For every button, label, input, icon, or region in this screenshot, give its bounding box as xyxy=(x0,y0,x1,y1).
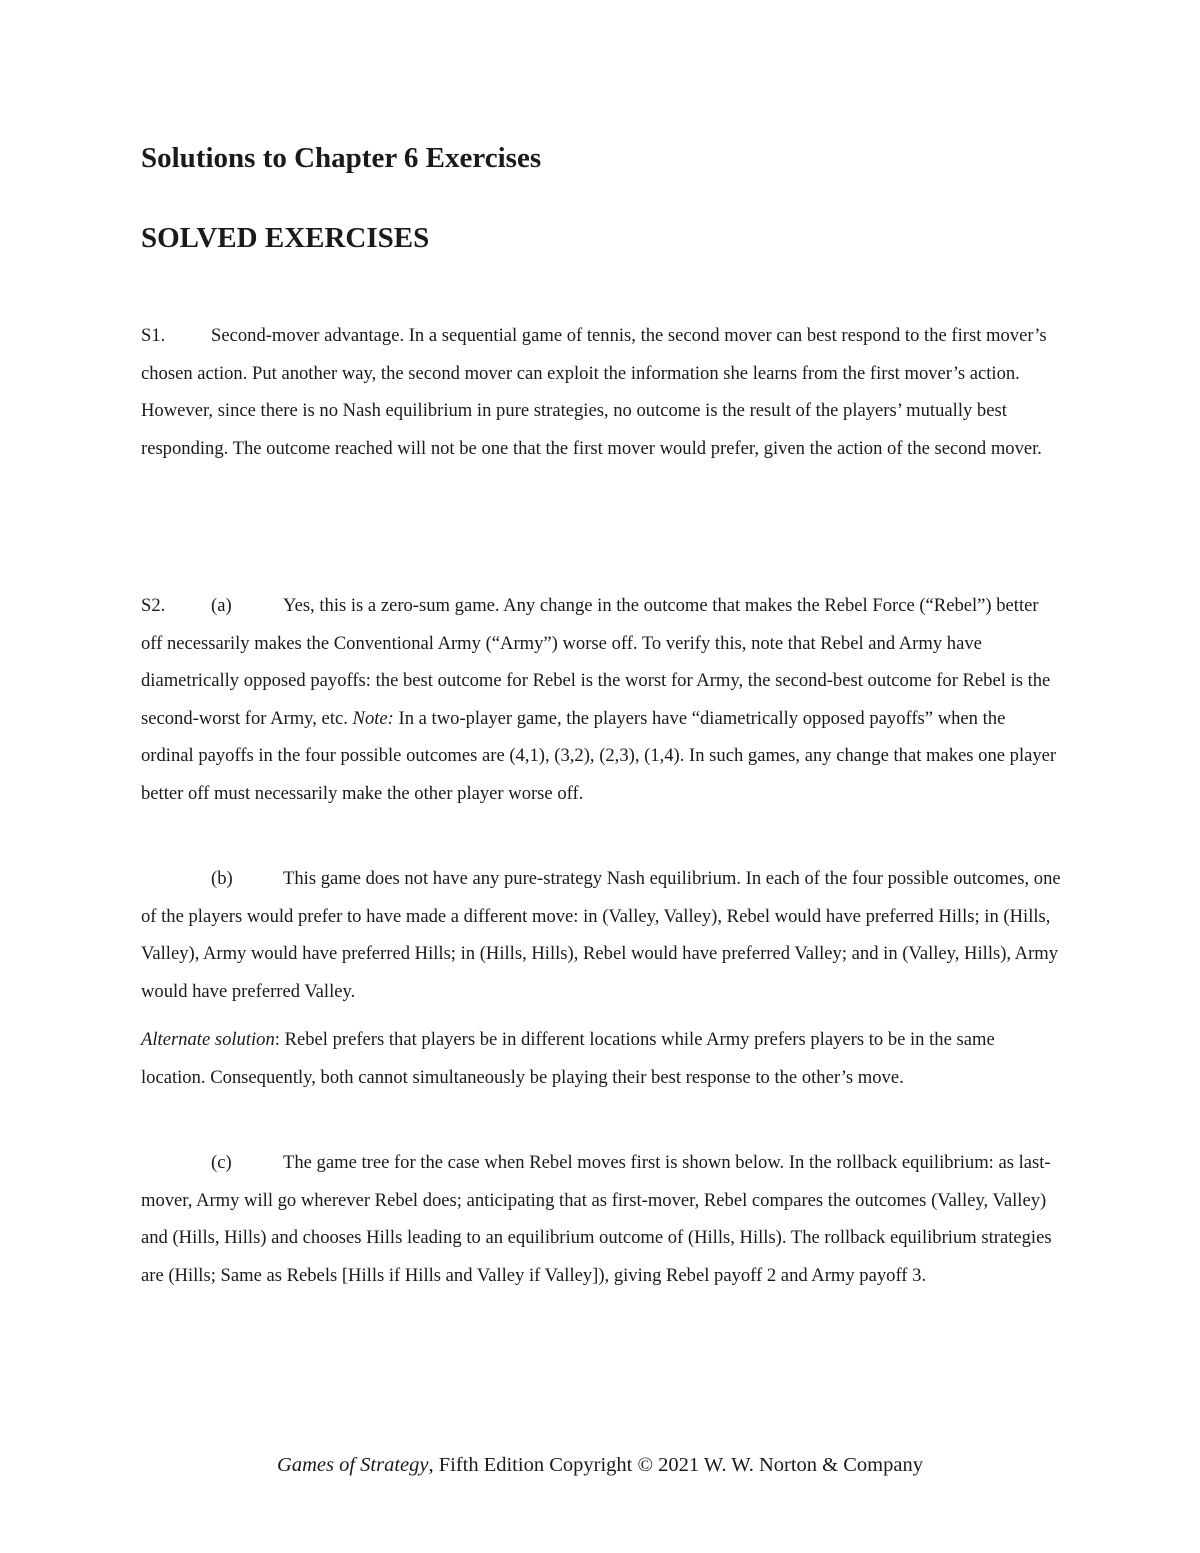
footer-book-title: Games of Strategy xyxy=(277,1454,429,1476)
alternate-solution-label: Alternate solution xyxy=(141,1029,275,1050)
exercise-s1-text: Second-mover advantage. In a sequential game of tennis, the second mover can best respond to the first mover’s chosen action. Put another way, the second mover can exploit the information she learns from the first mover’s action. However, since there is no Nash equilibrium in pure strategies, no outcome is the result of the players’ mutually best responding. The outcome reached will not be one that the first mover would prefer, given the action of the second mover. xyxy=(141,325,1047,459)
document-title: Solutions to Chapter 6 Exercises xyxy=(141,142,542,174)
part-a-label: (a) xyxy=(211,595,232,616)
alternate-solution-text: : Rebel prefers that players be in different locations while Army prefers players to be in the same location. Consequently, both cannot simultaneously be playing their best response to the other’s move. xyxy=(141,1029,995,1088)
note-label: Note: xyxy=(352,707,394,729)
exercise-s2b xyxy=(141,860,1061,1010)
page-footer xyxy=(0,1454,1200,1477)
part-c-label: (c) xyxy=(211,1152,232,1173)
section-heading: SOLVED EXERCISES xyxy=(141,222,430,254)
exercise-s2c xyxy=(141,1144,1061,1294)
part-a-text: Yes, this is a zero-sum game. Any change in the outcome that makes the Rebel Force (“Rebel”) better off necessarily makes the Conventional Army (“Army”) worse off. To verify this, note that Rebel and Army have diametrically opposed payoffs: the best outcome for Rebel is the worst for Army, the second-best outcome for Rebel is the second-worst for Army, etc. xyxy=(141,595,1051,729)
part-b-text: This game does not have any pure-strategy Nash equilibrium. In each of the four possible outcomes, one of the players would prefer to have made a different move: in (Valley, Valley), Rebel would have preferred Hills; in (Hills, Valley), Army would have preferred Hills; in (Hills, Hills), Rebel would have preferred Valley; and in (Valley, Hills), Army would have preferred Valley. xyxy=(141,868,1061,1002)
part-b-label: (b) xyxy=(211,868,233,889)
part-a-note-text: In a two-player game, the players have “diametrically opposed payoffs” when the ordinal payoffs in the four possible outcomes are (4,1), (3,2), (2,3), (1,4). In such games, any change that makes one player better off must necessarily make the other player worse off. xyxy=(141,707,1057,804)
exercise-s1-label: S1. xyxy=(141,325,166,346)
exercise-s1 xyxy=(141,317,1061,467)
alternate-solution xyxy=(141,1021,1061,1096)
footer-copyright: , Fifth Edition Copyright © 2021 W. W. Norton & Company xyxy=(428,1454,923,1476)
exercise-s2-label: S2. xyxy=(141,595,166,616)
exercise-s2a xyxy=(141,587,1061,812)
part-c-text: The game tree for the case when Rebel moves first is shown below. In the rollback equilibrium: as last-mover, Army will go wherever Rebel does; anticipating that as first-mover, Rebel compares the outcomes (Valley, Valley) and (Hills, Hills) and chooses Hills leading to an equilibrium outcome of (Hills, Hills). The rollback equilibrium strategies are (Hills; Same as Rebels [Hills if Hills and Valley if Valley]), giving Rebel payoff 2 and Army payoff 3. xyxy=(141,1152,1052,1286)
